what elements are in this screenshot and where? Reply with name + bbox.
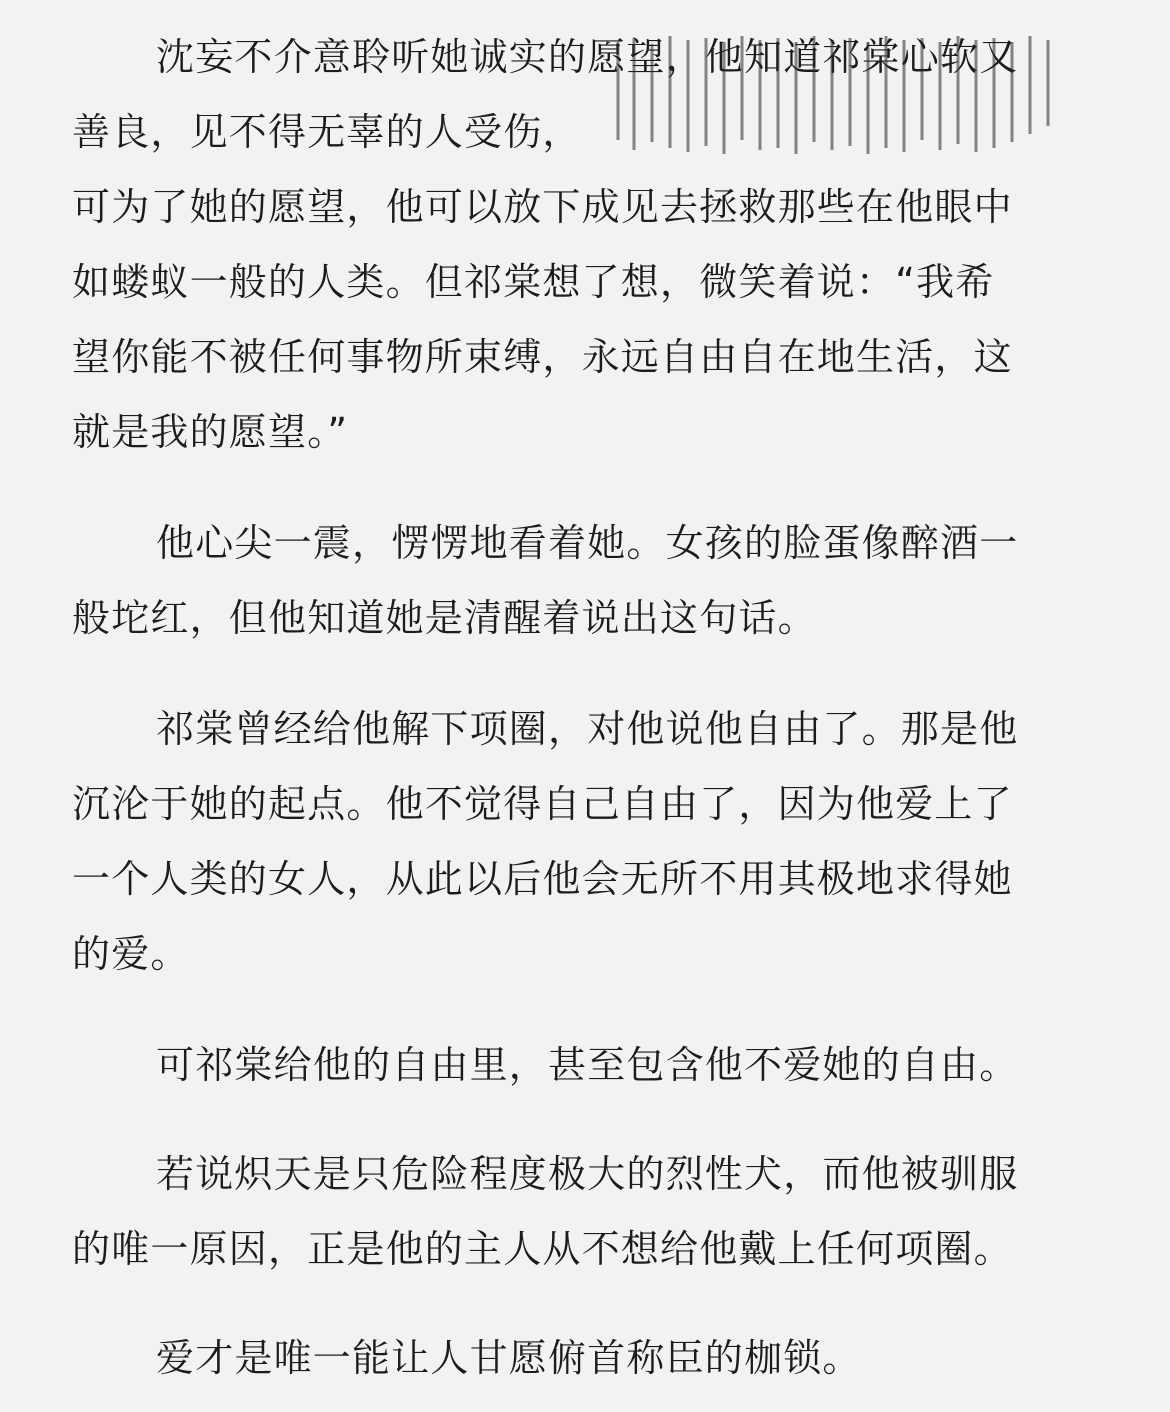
paragraph [72, 506, 1098, 656]
paragraph [72, 1321, 1098, 1396]
text-line: 若说炽天是只危险程度极大的烈性犬，而他被驯服 [156, 1152, 1019, 1196]
text-line: 善良，见不得无辜的人受伤， [72, 110, 582, 154]
text-line: 般坨红，但他知道她是清醒着说出这句话。 [72, 596, 817, 640]
text-line: 的爱。 [72, 932, 190, 976]
paragraph-gap [72, 992, 1098, 1028]
paragraph-gap [72, 656, 1098, 692]
text-line: 就是我的愿望。” [72, 410, 349, 454]
paragraph [72, 1028, 1098, 1103]
paragraph [72, 20, 1098, 470]
paragraph [72, 692, 1098, 992]
text-line: 可为了她的愿望，他可以放下成见去拯救那些在他眼中 [72, 185, 1013, 229]
text-line: 如蝼蚁一般的人类。但祁棠想了想，微笑着说：“我希 [72, 260, 995, 304]
text-line: 他心尖一震，愣愣地看着她。女孩的脸蛋像醉酒一 [156, 521, 1019, 565]
text-line: 一个人类的女人，从此以后他会无所不用其极地求得她 [72, 857, 1013, 901]
text-line: 望你能不被任何事物所束缚，永远自由自在地生活，这 [72, 335, 1013, 379]
paragraph [72, 1137, 1098, 1287]
text-line: 爱才是唯一能让人甘愿俯首称臣的枷锁。 [156, 1336, 862, 1380]
text-line: 沈妄不介意聆听她诚实的愿望，他知道祁棠心软又 [156, 35, 1019, 79]
text-line: 可祁棠给他的自由里，甚至包含他不爱她的自由。 [156, 1043, 1019, 1087]
paragraph-gap [72, 1103, 1098, 1137]
paragraph-gap [72, 470, 1098, 506]
text-line: 沉沦于她的起点。他不觉得自己自由了，因为他爱上了 [72, 782, 1013, 826]
paragraph-gap [72, 1287, 1098, 1321]
text-line: 的唯一原因，正是他的主人从不想给他戴上任何项圈。 [72, 1227, 1013, 1271]
text-line: 祁棠曾经给他解下项圈，对他说他自由了。那是他 [156, 707, 1019, 751]
